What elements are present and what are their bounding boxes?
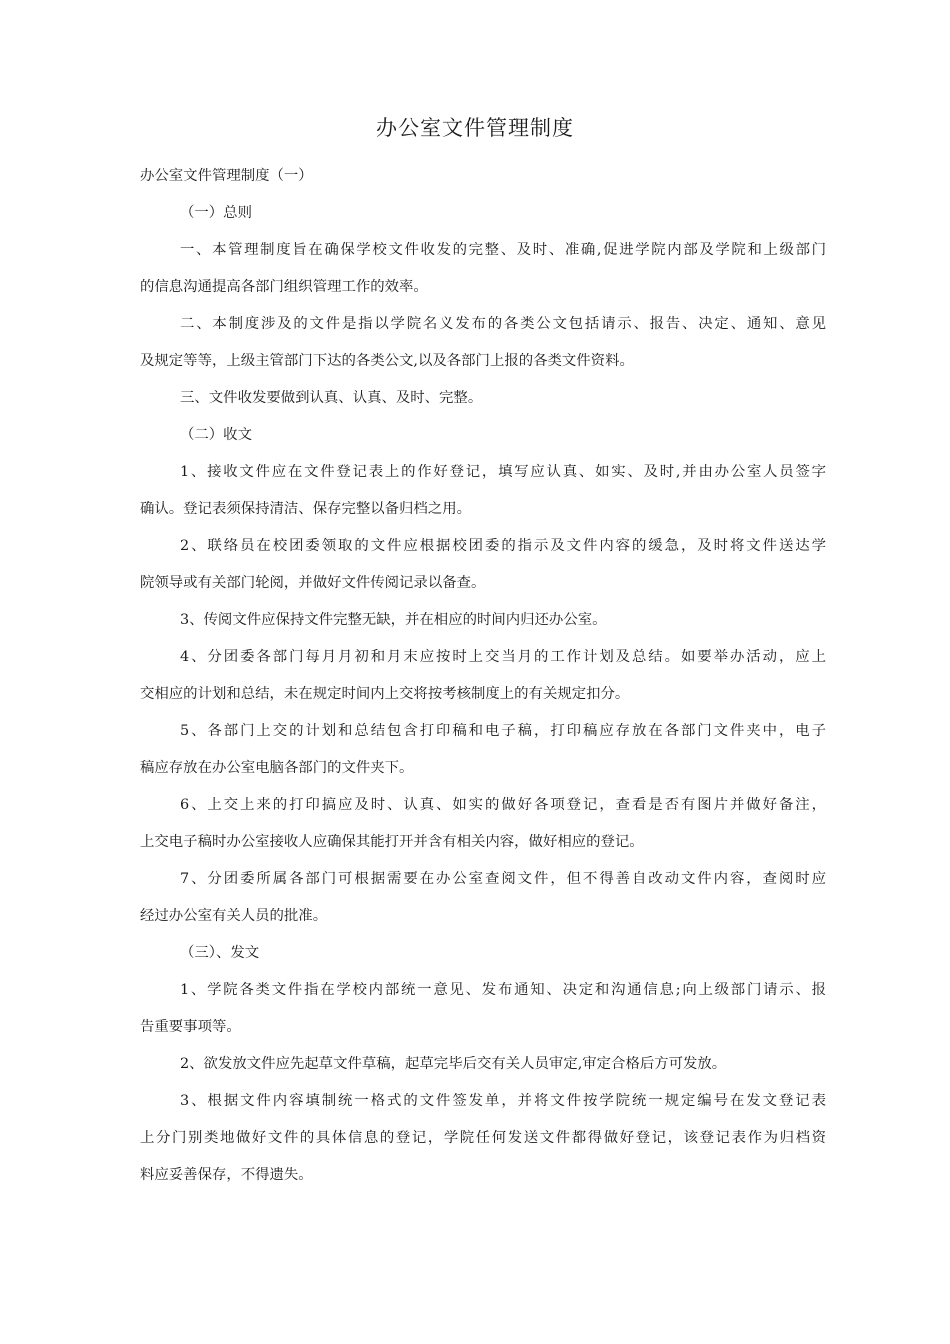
paragraph-line: 经过办公室有关人员的批准。 bbox=[140, 908, 328, 924]
paragraph-line: 5、各部门上交的计划和总结包含打印稿和电子稿，打印稿应存放在各部门文件夹中，电子 bbox=[180, 723, 826, 739]
paragraph-line: 料应妥善保存，不得遗失。 bbox=[140, 1167, 313, 1183]
document-body bbox=[140, 158, 826, 1194]
paragraph-line: 一、本管理制度旨在确保学校文件收发的完整、及时、准确,促进学院内部及学院和上级部门 bbox=[180, 242, 826, 258]
paragraph-line: 1、接收文件应在文件登记表上的作好登记，填写应认真、如实、及时,并由办公室人员签字 bbox=[180, 464, 826, 480]
paragraph-line: 二、本制度涉及的文件是指以学院名义发布的各类公文包括请示、报告、决定、通知、意见 bbox=[180, 316, 826, 332]
paragraph-line: 院领导或有关部门轮阅，并做好文件传阅记录以备查。 bbox=[140, 575, 486, 591]
paragraph-line: 上分门别类地做好文件的具体信息的登记，学院任何发送文件都得做好登记，该登记表作为归档资 bbox=[140, 1130, 826, 1146]
paragraph-line: 的信息沟通提高各部门组织管理工作的效率。 bbox=[140, 279, 428, 295]
paragraph-line: 三、文件收发要做到认真、认真、及时、完整。 bbox=[180, 390, 483, 406]
paragraph-line: 交相应的计划和总结，未在规定时间内上交将按考核制度上的有关规定扣分。 bbox=[140, 686, 630, 702]
paragraph-line: 3、传阅文件应保持文件完整无缺，并在相应的时间内归还办公室。 bbox=[180, 612, 607, 628]
paragraph-line: 6、上交上来的打印搞应及时、认真、如实的做好各项登记，查看是否有图片并做好备注， bbox=[180, 797, 826, 813]
paragraph-line: 告重要事项等。 bbox=[140, 1019, 241, 1035]
paragraph-line: 2、欲发放文件应先起草文件草稿，起草完毕后交有关人员审定,审定合格后方可发放。 bbox=[180, 1056, 727, 1072]
section-heading: （三）、发文 bbox=[180, 945, 260, 961]
paragraph-line: 4、分团委各部门每月月初和月末应按时上交当月的工作计划及总结。如要举办活动，应上 bbox=[180, 649, 826, 665]
paragraph-line: 稿应存放在办公室电脑各部门的文件夹下。 bbox=[140, 760, 414, 776]
document-title: 办公室文件管理制度 bbox=[376, 116, 574, 140]
paragraph-line: 3、根据文件内容填制统一格式的文件签发单，并将文件按学院统一规定编号在发文登记表 bbox=[180, 1093, 826, 1109]
paragraph-line: 7、分团委所属各部门可根据需要在办公室查阅文件，但不得善自改动文件内容，查阅时应 bbox=[180, 871, 826, 887]
paragraph-line: 上交电子稿时办公室接收人应确保其能打开并含有相关内容，做好相应的登记。 bbox=[140, 834, 644, 850]
section-heading: （一）总则 bbox=[180, 205, 252, 221]
section-subtitle: 办公室文件管理制度（一） bbox=[140, 168, 313, 184]
paragraph-line: 1、学院各类文件指在学校内部统一意见、发布通知、决定和沟通信息;向上级部门请示、报 bbox=[180, 982, 826, 998]
paragraph-line: 确认。登记表须保持清洁、保存完整以备归档之用。 bbox=[140, 501, 471, 517]
paragraph-line: 2、联络员在校团委领取的文件应根据校团委的指示及文件内容的缓急，及时将文件送达学 bbox=[180, 538, 826, 554]
section-heading: （二）收文 bbox=[180, 427, 252, 443]
paragraph-line: 及规定等等，上级主管部门下达的各类公文,以及各部门上报的各类文件资料。 bbox=[140, 353, 634, 369]
